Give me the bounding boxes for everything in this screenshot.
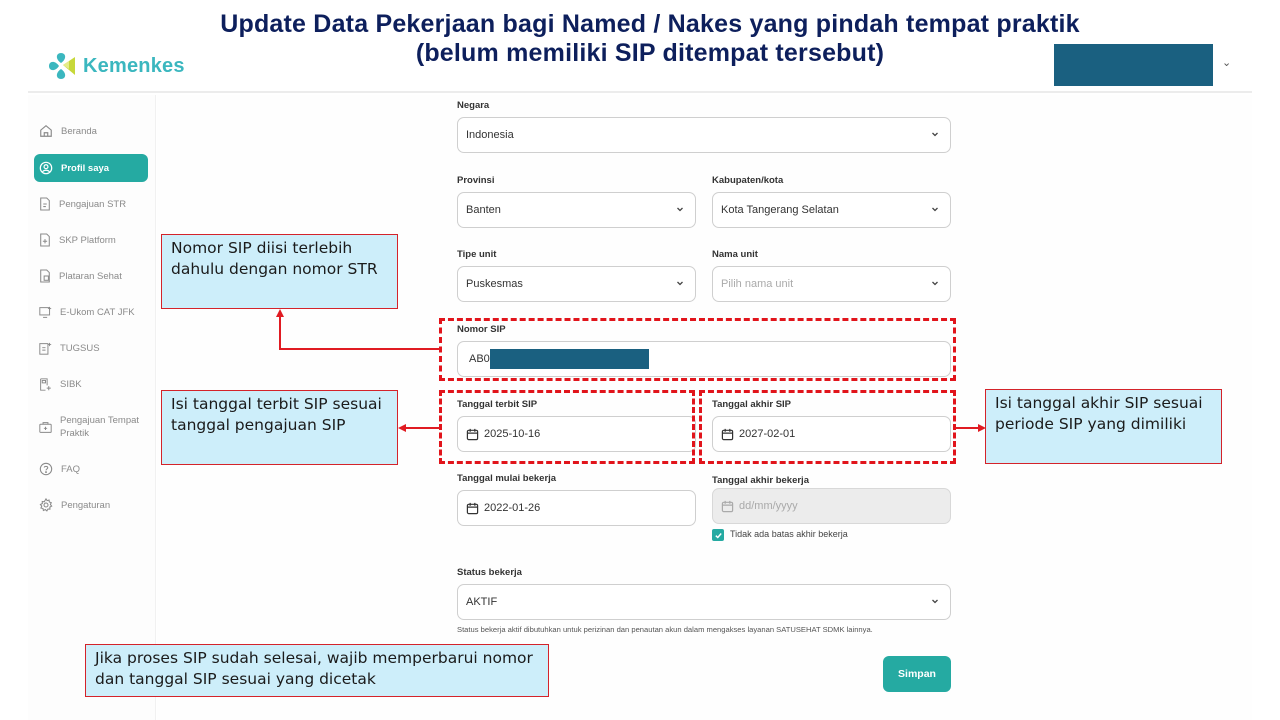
tipe-unit-value: Puskesmas bbox=[466, 278, 523, 290]
sidebar-item-label: Pengajuan Tempat Praktik bbox=[60, 415, 140, 439]
tanggal-mulai-bekerja-value: 2022-01-26 bbox=[484, 502, 541, 514]
sidebar-item-label: Plataran Sehat bbox=[59, 270, 122, 282]
monitor-plus-icon bbox=[39, 306, 52, 319]
sidebar-item-faq[interactable] bbox=[34, 461, 148, 477]
negara-value: Indonesia bbox=[466, 129, 514, 141]
connector-line bbox=[405, 427, 440, 429]
callout-nomor-sip: Nomor SIP diisi terlebih dahulu dengan nomor STR bbox=[161, 234, 398, 309]
chevron-down-icon[interactable]: ⌄ bbox=[1222, 56, 1232, 69]
arrow-left-icon bbox=[398, 424, 406, 432]
sidebar-item-label: Profil saya bbox=[61, 162, 110, 174]
annotation-box-tanggal-terbit bbox=[439, 390, 695, 464]
file-plus-icon bbox=[39, 378, 52, 391]
sidebar-item-pengaturan[interactable] bbox=[34, 497, 148, 513]
callout-tanggal-terbit: Isi tanggal terbit SIP sesuai tanggal pengajuan SIP bbox=[161, 390, 398, 465]
kabupaten-label: Kabupaten/kota bbox=[712, 175, 784, 186]
document-book-icon bbox=[39, 269, 51, 283]
document-edit-icon bbox=[39, 197, 51, 211]
gear-icon bbox=[39, 498, 53, 512]
document-plus-icon bbox=[39, 233, 51, 247]
provinsi-label: Provinsi bbox=[457, 175, 495, 186]
user-menu-redacted[interactable] bbox=[1054, 44, 1213, 86]
sidebar-item-label: Pengaturan bbox=[61, 499, 111, 511]
tipe-unit-label: Tipe unit bbox=[457, 249, 497, 260]
logo-text: Kemenkes bbox=[83, 54, 185, 77]
connector-line bbox=[955, 427, 978, 429]
callout-footer-note: Jika proses SIP sudah selesai, wajib memperbarui nomor dan tanggal SIP sesuai yang dicetak bbox=[85, 644, 549, 697]
sidebar-item-tugsus[interactable] bbox=[34, 340, 148, 356]
sidebar-item-e-ukom[interactable] bbox=[34, 304, 148, 320]
annotation-box-tanggal-akhir bbox=[699, 390, 956, 464]
save-button[interactable]: Simpan bbox=[883, 656, 951, 692]
calendar-icon bbox=[466, 502, 479, 515]
nama-unit-label: Nama unit bbox=[712, 249, 758, 260]
user-circle-icon bbox=[39, 161, 53, 175]
nama-unit-select[interactable] bbox=[712, 266, 951, 302]
chevron-down-icon bbox=[930, 596, 940, 606]
sidebar-item-sibk[interactable] bbox=[34, 376, 148, 392]
negara-label: Negara bbox=[457, 100, 490, 111]
tanggal-akhir-sip-label: Tanggal akhir SIP bbox=[712, 399, 792, 410]
no-end-date-label: Tidak ada batas akhir bekerja bbox=[730, 529, 848, 539]
chevron-down-icon bbox=[675, 278, 685, 288]
connector-line bbox=[279, 316, 281, 350]
sidebar-item-pengajuan-tempat-praktik[interactable] bbox=[34, 413, 148, 441]
nomor-sip-value: AB0 bbox=[469, 353, 490, 365]
tanggal-akhir-sip-value: 2027-02-01 bbox=[739, 428, 796, 440]
chevron-down-icon bbox=[930, 278, 940, 288]
nama-unit-placeholder: Pilih nama unit bbox=[721, 278, 794, 290]
provinsi-value: Banten bbox=[466, 204, 501, 216]
briefcase-plus-icon bbox=[39, 421, 52, 434]
tanggal-mulai-bekerja-label: Tanggal mulai bekerja bbox=[457, 473, 557, 484]
checkmark-icon bbox=[714, 531, 723, 540]
sidebar-item-profil-saya[interactable] bbox=[34, 154, 148, 182]
sidebar-item-label: Beranda bbox=[61, 125, 97, 137]
provinsi-select[interactable] bbox=[457, 192, 696, 228]
slide-title-line1: Update Data Pekerjaan bagi Named / Nakes yang pindah tempat praktik bbox=[220, 10, 1080, 38]
sidebar-item-pengajuan-str[interactable] bbox=[34, 196, 148, 212]
sidebar-item-label: E-Ukom CAT JFK bbox=[60, 306, 135, 318]
tanggal-akhir-bekerja-input[interactable] bbox=[712, 488, 951, 524]
tanggal-terbit-sip-value: 2025-10-16 bbox=[484, 428, 541, 440]
calendar-icon bbox=[721, 500, 734, 513]
chevron-down-icon bbox=[675, 204, 685, 214]
slide-title-line2: (belum memiliki SIP ditempat tersebut) bbox=[415, 39, 885, 67]
sidebar-item-beranda[interactable] bbox=[34, 123, 148, 139]
callout-tanggal-akhir: Isi tanggal akhir SIP sesuai periode SIP yang dimiliki bbox=[985, 389, 1222, 464]
status-bekerja-select[interactable] bbox=[457, 584, 951, 620]
sidebar-item-label: SIBK bbox=[60, 378, 82, 390]
connector-line bbox=[279, 348, 440, 350]
tanggal-akhir-bekerja-placeholder: dd/mm/yyyy bbox=[739, 500, 798, 512]
arrow-up-icon bbox=[276, 309, 284, 317]
chevron-down-icon bbox=[930, 129, 940, 139]
no-end-date-checkbox[interactable] bbox=[712, 529, 724, 541]
nomor-sip-label: Nomor SIP bbox=[457, 324, 506, 335]
negara-select[interactable] bbox=[457, 117, 951, 153]
tanggal-akhir-bekerja-label: Tanggal akhir bekerja bbox=[712, 475, 809, 486]
question-circle-icon bbox=[39, 462, 53, 476]
sidebar-item-plataran-sehat[interactable] bbox=[34, 268, 148, 284]
tipe-unit-select[interactable] bbox=[457, 266, 696, 302]
tanggal-terbit-sip-label: Tanggal terbit SIP bbox=[457, 399, 538, 410]
annotation-box-nomor-sip bbox=[439, 318, 956, 381]
status-bekerja-hint: Status bekerja aktif dibutuhkan untuk perizinan dan penautan akun dalam mengakses layanan SATUSEHAT SDMK lainnya. bbox=[457, 625, 873, 634]
kabupaten-value: Kota Tangerang Selatan bbox=[721, 204, 839, 216]
sidebar-item-label: FAQ bbox=[61, 463, 81, 475]
sidebar-item-label: TUGSUS bbox=[60, 342, 100, 354]
status-bekerja-label: Status bekerja bbox=[457, 567, 522, 578]
sidebar bbox=[28, 95, 156, 720]
chevron-down-icon bbox=[930, 204, 940, 214]
sidebar-item-label: Pengajuan STR bbox=[59, 198, 127, 210]
tanggal-mulai-bekerja-input[interactable] bbox=[457, 490, 696, 526]
clipboard-plus-icon bbox=[39, 342, 52, 355]
sidebar-item-skp-platform[interactable] bbox=[34, 232, 148, 248]
status-bekerja-value: AKTIF bbox=[466, 596, 498, 608]
kabupaten-select[interactable] bbox=[712, 192, 951, 228]
sidebar-item-label: SKP Platform bbox=[59, 234, 116, 246]
home-icon bbox=[39, 124, 53, 138]
